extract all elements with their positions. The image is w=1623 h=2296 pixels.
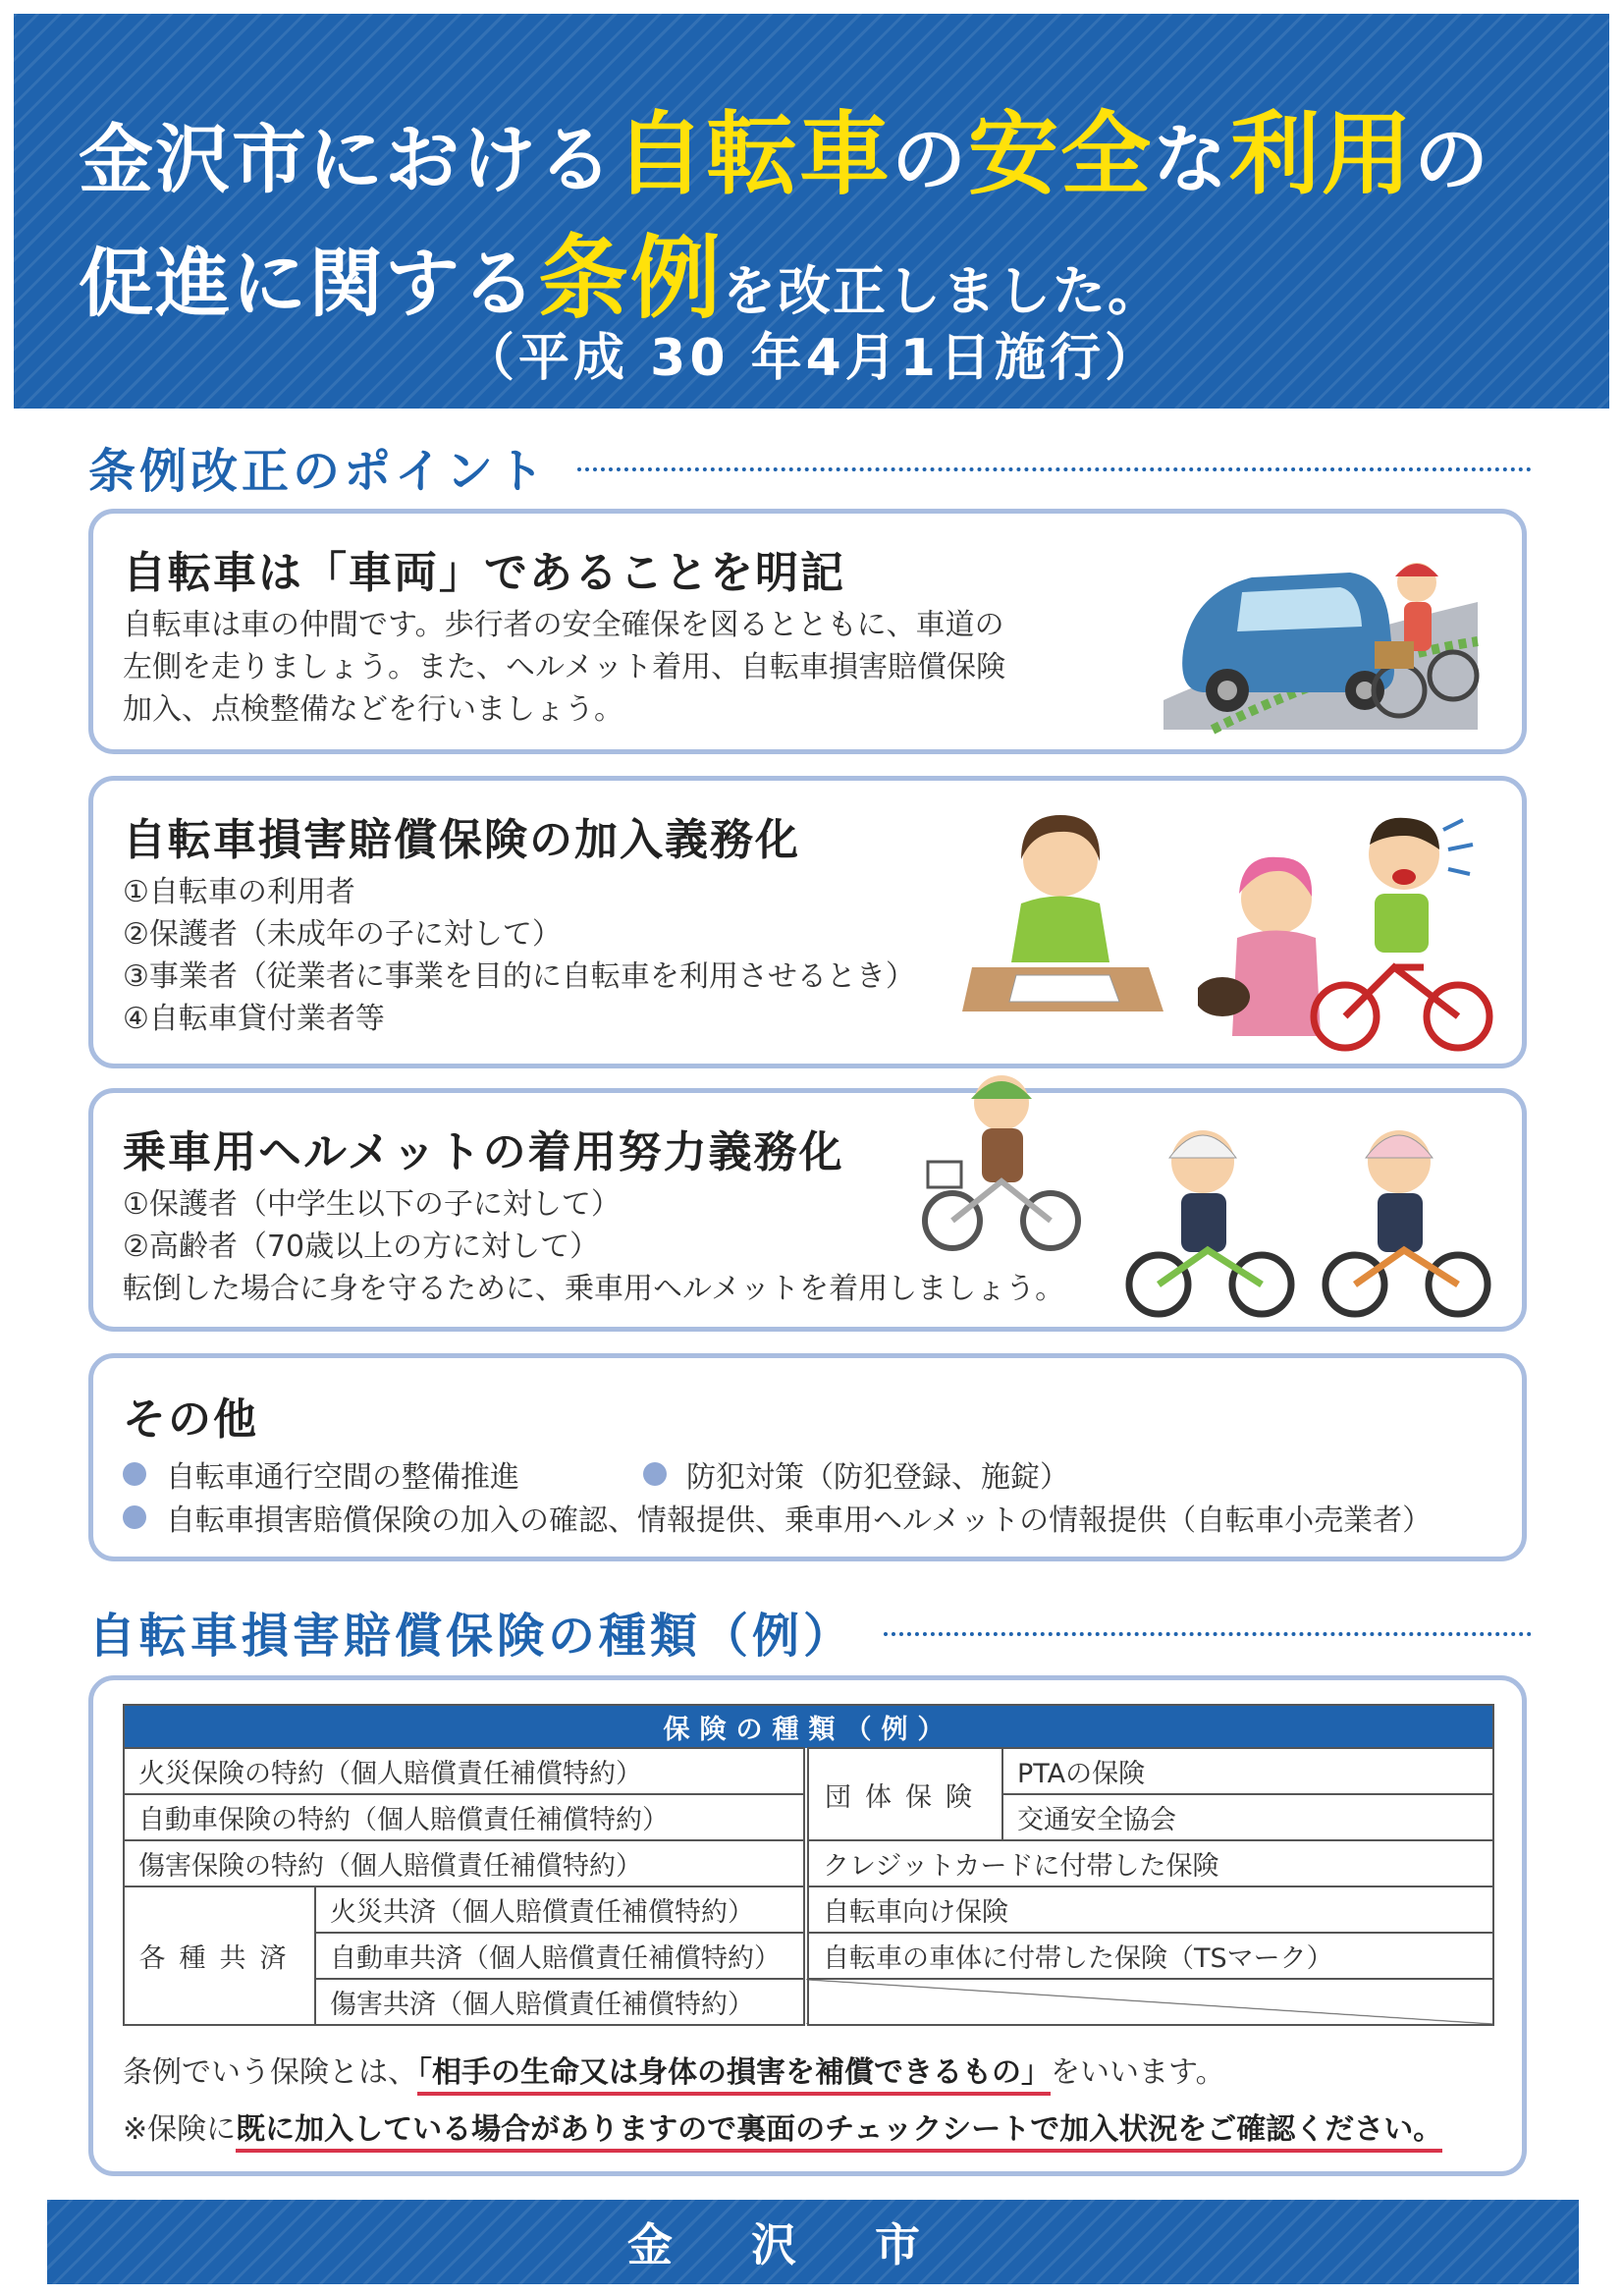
point-text-line: 自転車は車の仲間です。歩行者の安全確保を図るとともに、車道の bbox=[123, 608, 1004, 642]
other-bullet bbox=[643, 1452, 1069, 1496]
table-row bbox=[124, 1933, 1493, 1979]
bicycle-collision-illustration bbox=[1198, 800, 1512, 1066]
table-header-row bbox=[124, 1705, 1493, 1748]
table-cell: 火災保険の特約（個人賠償責任補償特約） bbox=[124, 1748, 806, 1794]
other-bullet-text: 自転車損害賠償保険の加入の確認、情報提供、乗車用ヘルメットの情報提供（自転車小売業者） bbox=[166, 1503, 1433, 1538]
title-line-1 bbox=[79, 82, 1490, 212]
bullet-dot bbox=[643, 1462, 667, 1486]
note-emphasis: 「相手の生命又は身体の損害を補償できるもの」 bbox=[417, 2055, 1051, 2096]
types-heading bbox=[88, 1597, 1532, 1666]
table-cell: 火災共済（個人賠償責任補償特約） bbox=[315, 1886, 806, 1933]
table-cell: 交通安全協会 bbox=[1002, 1794, 1493, 1840]
table-cell: 自動車保険の特約（個人賠償責任補償特約） bbox=[124, 1794, 806, 1840]
bullet-dot bbox=[123, 1505, 146, 1529]
other-bullet bbox=[123, 1452, 519, 1496]
title-part: な bbox=[1153, 116, 1230, 203]
other-bullet-text: 自転車通行空間の整備推進 bbox=[166, 1460, 519, 1495]
header-banner bbox=[14, 14, 1609, 409]
note-text: 条例でいう保険とは、 bbox=[123, 2055, 417, 2090]
elderly-cyclist-helmet-illustration bbox=[908, 1064, 1085, 1260]
car-and-cyclist-illustration bbox=[1154, 533, 1488, 739]
table-row bbox=[124, 1979, 1493, 2025]
table-cell: 傷害保険の特約（個人賠償責任補償特約） bbox=[124, 1840, 806, 1886]
title-part: の bbox=[1414, 116, 1491, 203]
children-cycling-helmets-illustration bbox=[1124, 1103, 1517, 1329]
point-list-item: ①自転車の利用者 bbox=[123, 875, 355, 909]
table-cell: 自転車向け保険 bbox=[806, 1886, 1493, 1933]
types-heading-text: 自転車損害賠償保険の種類（例） bbox=[88, 1608, 855, 1664]
point-list-item: ③事業者（従業者に事業を目的に自転車を利用させるとき） bbox=[123, 959, 915, 994]
other-bullet bbox=[123, 1496, 1432, 1539]
title-part: を改正しました。 bbox=[723, 260, 1163, 322]
footer-city-name: 金沢市 bbox=[627, 2218, 999, 2271]
point-title: その他 bbox=[123, 1394, 258, 1445]
insurance-definition-note bbox=[123, 2048, 1225, 2091]
point-box-helmet bbox=[88, 1088, 1527, 1332]
title-part: 金沢市における bbox=[79, 116, 615, 203]
title-highlight: 利用 bbox=[1229, 102, 1415, 207]
table-cell: 傷害共済（個人賠償責任補償特約） bbox=[315, 1979, 806, 2025]
table-cell: 自転車の車体に付帯した保険（TSマーク） bbox=[806, 1933, 1493, 1979]
check-sheet-note bbox=[123, 2105, 1442, 2148]
table-cell-kyosai-label: 各種共済 bbox=[124, 1886, 315, 2025]
point-title: 乗車用ヘルメットの着用努力義務化 bbox=[123, 1127, 844, 1177]
table-cell-empty bbox=[806, 1979, 1493, 2025]
point-text-line: 左側を走りましょう。また、ヘルメット着用、自転車損害賠償保険 bbox=[123, 650, 1006, 684]
point-list-item: 転倒した場合に身を守るために、乗車用ヘルメットを着用しましょう。 bbox=[123, 1272, 1065, 1306]
note-emphasis: 既に加入している場合がありますので裏面のチェックシートで加入状況をご確認ください。 bbox=[236, 2112, 1442, 2153]
title-highlight: 条例 bbox=[538, 226, 724, 331]
table-cell: 自動車共済（個人賠償責任補償特約） bbox=[315, 1933, 806, 1979]
point-list-item: ②保護者（未成年の子に対して） bbox=[123, 917, 562, 952]
table-header: 保険の種類（例） bbox=[124, 1705, 1493, 1748]
insurance-types-table bbox=[123, 1704, 1494, 2026]
title-part: の bbox=[892, 116, 969, 203]
point-title: 自転車は「車両」であることを明記 bbox=[123, 548, 845, 598]
point-title: 自転車損害賠償保険の加入義務化 bbox=[123, 815, 800, 865]
point-list-item: ④自転車貸付業者等 bbox=[123, 1002, 385, 1036]
enactment-date: （平成 30 年4月1日施行） bbox=[463, 329, 1160, 388]
woman-signing-document-illustration bbox=[962, 800, 1168, 1026]
bullet-dot bbox=[123, 1462, 146, 1486]
point-list-item: ②高齢者（70歳以上の方に対して） bbox=[123, 1230, 600, 1264]
table-row bbox=[124, 1748, 1493, 1794]
other-bullet-text: 防犯対策（防犯登録、施錠） bbox=[686, 1460, 1069, 1495]
title-highlight: 安全 bbox=[968, 102, 1154, 207]
note-text: をいいます。 bbox=[1051, 2055, 1225, 2090]
table-cell: クレジットカードに付帯した保険 bbox=[806, 1840, 1493, 1886]
note-text: ※保険に bbox=[123, 2112, 237, 2147]
table-row bbox=[124, 1840, 1493, 1886]
point-box-vehicle bbox=[88, 509, 1527, 754]
title-part: 促進に関する bbox=[79, 240, 538, 327]
point-box-other bbox=[88, 1353, 1527, 1561]
insurance-types-box bbox=[88, 1675, 1527, 2176]
point-list-item: ①保護者（中学生以下の子に対して） bbox=[123, 1187, 621, 1222]
table-cell-group-label: 団体保険 bbox=[806, 1748, 1002, 1840]
footer-banner bbox=[47, 2200, 1579, 2284]
point-box-insurance-mandatory bbox=[88, 776, 1527, 1068]
points-heading-text: 条例改正のポイント bbox=[88, 443, 549, 499]
table-row bbox=[124, 1886, 1493, 1933]
dotted-rule bbox=[884, 1632, 1532, 1636]
points-heading bbox=[88, 432, 1532, 501]
dotted-rule bbox=[577, 467, 1532, 471]
point-text-line: 加入、点検整備などを行いましょう。 bbox=[123, 692, 623, 727]
title-highlight: 自転車 bbox=[615, 102, 893, 207]
table-cell: PTAの保険 bbox=[1002, 1748, 1493, 1794]
